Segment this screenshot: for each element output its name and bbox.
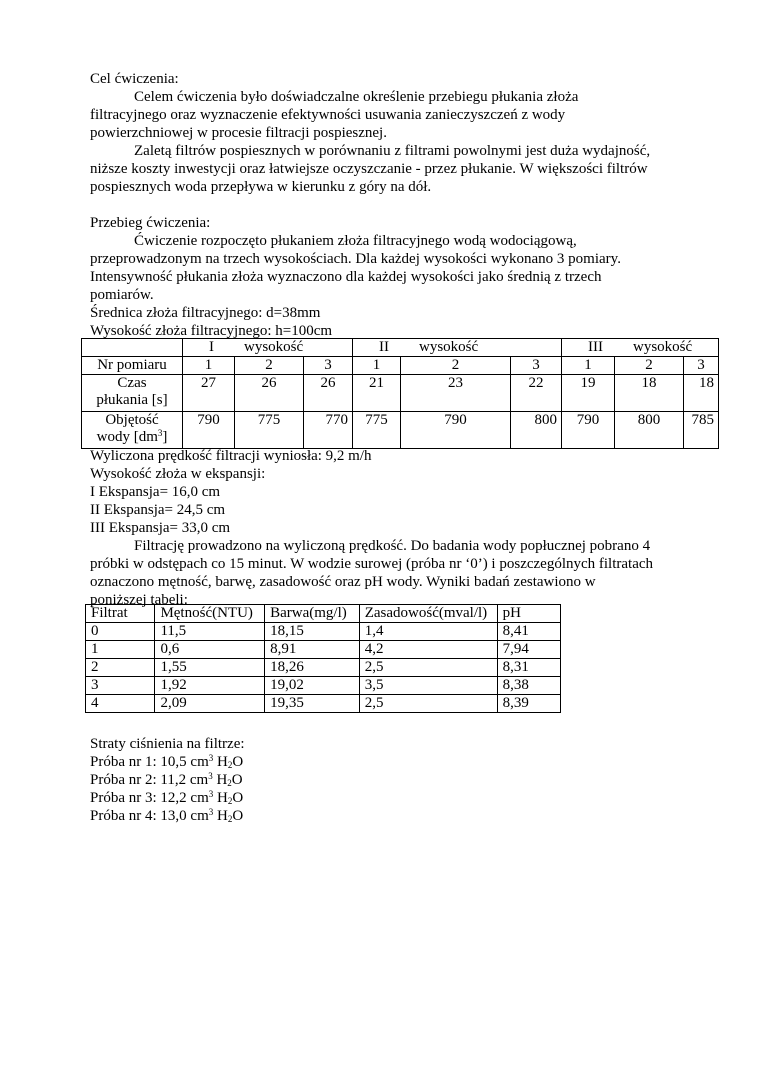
row-label: Nr pomiaru <box>82 357 183 375</box>
table-cell: 0,6 <box>155 641 265 659</box>
expansion-item: III Ekspansja= 33,0 cm <box>90 520 231 536</box>
row-label: Objętość wody $[dm^3]$ <box>82 412 183 449</box>
table-row <box>82 412 719 449</box>
table-cell: 1,92 <box>155 677 265 695</box>
results-text <box>90 447 680 609</box>
aim-paragraph-line: powierzchniowej w procesie filtracji pospiesznej. <box>90 125 387 141</box>
water-quality-table <box>85 604 561 713</box>
table-cell: 2,5 <box>359 659 497 677</box>
table-cell: 4,2 <box>359 641 497 659</box>
pressure-loss-item: Próba nr 2: 11,2 $cm^3$ $H_2O$ <box>90 771 243 788</box>
expansion-heading: Wysokość złoża w ekspansji: <box>90 466 266 482</box>
table-cell: 2 <box>235 357 304 375</box>
table-row <box>86 677 561 695</box>
group-header: II wysokość <box>353 339 562 357</box>
table-cell: 19 <box>562 375 615 412</box>
table-cell: 790 <box>401 412 511 449</box>
table-cell: 27 <box>183 375 235 412</box>
table-cell: 0 <box>86 623 155 641</box>
table-cell: 8,39 <box>497 695 560 713</box>
table-cell: 3,5 <box>359 677 497 695</box>
procedure-paragraph-line: pomiarów. <box>90 287 154 303</box>
table-cell: 8,41 <box>497 623 560 641</box>
text-body <box>90 70 690 340</box>
table-row <box>82 357 719 375</box>
table-cell: 2 <box>401 357 511 375</box>
table-cell: 3 <box>684 357 719 375</box>
column-header: Mętność(NTU) <box>155 605 265 623</box>
column-header: Barwa(mg/l) <box>265 605 360 623</box>
table-cell: 3 <box>86 677 155 695</box>
table-cell: 26 <box>304 375 353 412</box>
table-cell: 4 <box>86 695 155 713</box>
filtration-velocity: Wyliczona prędkość filtracji wyniosła: 9,2 m/h <box>90 448 372 464</box>
table-cell: 2,5 <box>359 695 497 713</box>
filtration-paragraph-line: oznaczono mętność, barwę, zasadowość oraz pH wody. Wyniki badań zestawiono w <box>90 574 596 590</box>
table-cell: 1 <box>183 357 235 375</box>
table-cell: 2 <box>86 659 155 677</box>
filtration-paragraph-line: Filtrację prowadzono na wyliczoną prędkość. Do badania wody popłucznej pobrano 4 <box>134 538 651 554</box>
aim-paragraph-line: Celem ćwiczenia było doświadczalne określenie przebiegu płukania złoża <box>134 89 579 105</box>
table-cell: 8,38 <box>497 677 560 695</box>
column-header: Filtrat <box>86 605 155 623</box>
table-cell: 1 <box>562 357 615 375</box>
advantages-paragraph-line: niższe koszty inwestycji oraz łatwiejsze oczyszczanie - przez płukanie. W większości filtrów <box>90 161 648 177</box>
column-header: Zasadowość(mval/l) <box>359 605 497 623</box>
expansion-item: I Ekspansja= 16,0 cm <box>90 484 221 500</box>
table-cell: 785 <box>684 412 719 449</box>
table-cell: 2 <box>615 357 684 375</box>
table-cell: 19,35 <box>265 695 360 713</box>
table-cell: 8,91 <box>265 641 360 659</box>
filtration-paragraph-line: poniższej tabeli: <box>90 592 188 608</box>
pressure-loss-item: Próba nr 1: 10,5 $cm^3$ $H_2O$ <box>90 753 244 770</box>
column-header: pH <box>497 605 560 623</box>
table-row <box>86 623 561 641</box>
table-cell: 3 <box>304 357 353 375</box>
table-cell: 18 <box>615 375 684 412</box>
table-cell: 18 <box>684 375 719 412</box>
procedure-paragraph-line: Intensywność płukania złoża wyznaczono dla każdej wysokości jako średnią z trzech <box>90 269 602 285</box>
advantages-paragraph-line: pospiesznych woda przepływa w kierunku z góry na dół. <box>90 179 432 195</box>
filtration-paragraph-line: próbki w odstępach co 15 minut. W wodzie surowej (próba nr ‘0’) i poszczególnych filtratach <box>90 556 654 572</box>
table-cell: 1,55 <box>155 659 265 677</box>
procedure-paragraph-line: Ćwiczenie rozpoczęto płukaniem złoża filtracyjnego wodą wodociągową, <box>134 233 577 249</box>
pressure-loss-item: Próba nr 4: 13,0 $cm^3$ $H_2O$ <box>90 807 244 824</box>
table-cell: 18,26 <box>265 659 360 677</box>
table-cell: 7,94 <box>497 641 560 659</box>
table-cell: 21 <box>353 375 401 412</box>
table-cell: 775 <box>353 412 401 449</box>
table-cell: 23 <box>401 375 511 412</box>
table-cell: 1,4 <box>359 623 497 641</box>
section-heading-aim: Cel ćwiczenia: <box>90 71 179 87</box>
table-cell: 790 <box>183 412 235 449</box>
table-cell: 1 <box>86 641 155 659</box>
table-cell: 800 <box>615 412 684 449</box>
table-cell: 22 <box>511 375 562 412</box>
advantages-paragraph-line: Zaletą filtrów pospiesznych w porównaniu z filtrami powolnymi jest duża wydajność, <box>134 143 651 159</box>
expansion-item: II Ekspansja= 24,5 cm <box>90 502 226 518</box>
table-cell: 8,31 <box>497 659 560 677</box>
table-cell <box>82 339 183 357</box>
table-cell: 800 <box>511 412 562 449</box>
row-label: Czas płukania [s] <box>82 375 183 412</box>
table-cell: 2,09 <box>155 695 265 713</box>
table-row <box>86 659 561 677</box>
table-cell: 3 <box>511 357 562 375</box>
table-cell: 1 <box>353 357 401 375</box>
filter-height: Wysokość złoża filtracyjnego: h=100cm <box>90 323 333 339</box>
table-cell: 26 <box>235 375 304 412</box>
pressure-loss-item: Próba nr 3: 12,2 $cm^3$ $H_2O$ <box>90 789 244 806</box>
group-header: I wysokość <box>183 339 353 357</box>
group-header: III wysokość <box>562 339 719 357</box>
table-row <box>86 695 561 713</box>
table-cell: 775 <box>235 412 304 449</box>
table-cell: 790 <box>562 412 615 449</box>
table-header-row <box>86 605 561 623</box>
procedure-paragraph-line: przeprowadzonym na trzech wysokościach. Dla każdej wysokości wykonano 3 pomiary. <box>90 251 621 267</box>
filter-diameter: Średnica złoża filtracyjnego: d=38mm <box>90 305 321 321</box>
table-cell: 11,5 <box>155 623 265 641</box>
section-heading-procedure: Przebieg ćwiczenia: <box>90 215 211 231</box>
table-row <box>82 375 719 412</box>
pressure-loss-heading: Straty ciśnienia na filtrze: <box>90 736 245 752</box>
aim-paragraph-line: filtracyjnego oraz wyznaczenie efektywności usuwania zanieczyszczeń z wody <box>90 107 566 123</box>
table-cell: 18,15 <box>265 623 360 641</box>
table-row <box>82 339 719 357</box>
table-cell: 770 <box>304 412 353 449</box>
pressure-loss-section <box>90 735 490 825</box>
rinsing-table <box>81 338 719 449</box>
table-cell: 19,02 <box>265 677 360 695</box>
table-row <box>86 641 561 659</box>
